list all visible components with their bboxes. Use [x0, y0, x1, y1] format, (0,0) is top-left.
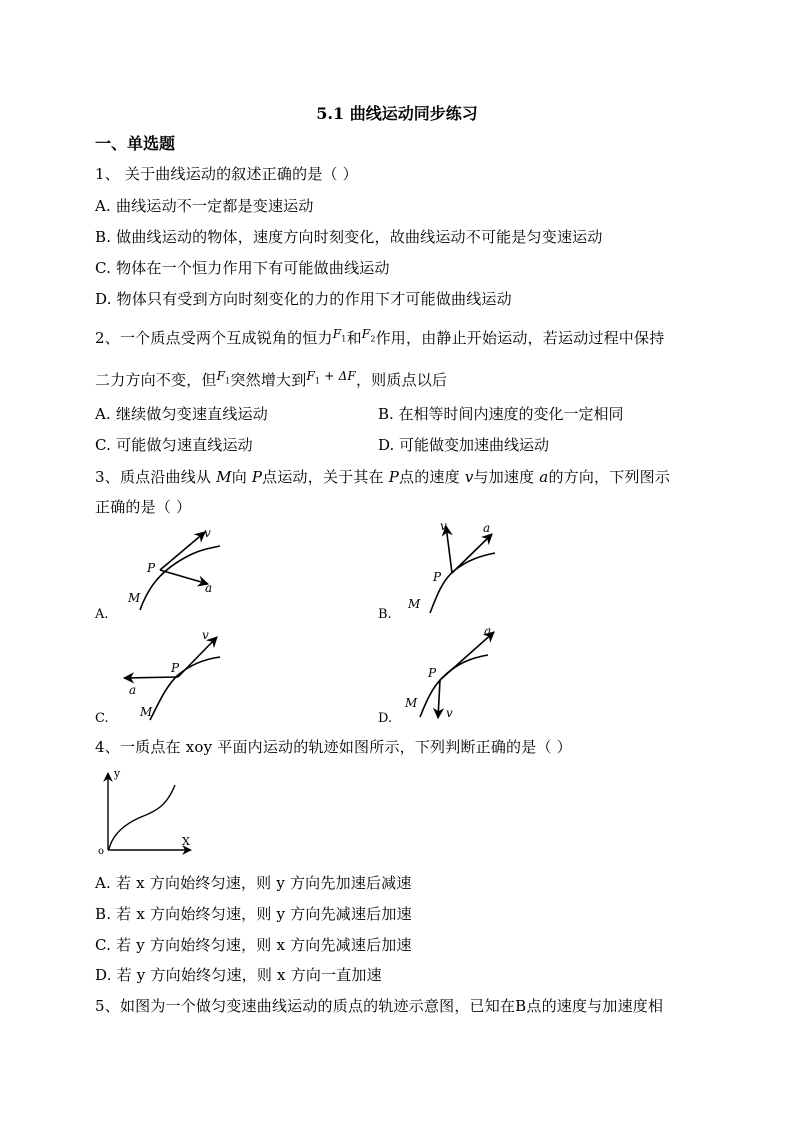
q3-P: P	[251, 468, 263, 486]
q3-text-a: 3、质点沿曲线从	[95, 468, 217, 486]
acceleration-arrow	[124, 677, 178, 678]
q4-graph	[95, 765, 205, 860]
q2-f2-sub: 2	[370, 334, 376, 344]
acceleration-label: a	[484, 624, 492, 638]
point-p-label: P	[433, 570, 442, 584]
q3-text-c: 点运动，关于其在	[262, 468, 389, 486]
q2-option-b: B. 在相等时间内速度的变化一定相同	[378, 405, 624, 423]
q3-figure-a	[120, 520, 230, 615]
acceleration-label: a	[129, 683, 137, 697]
point-p-label: P	[428, 666, 437, 680]
q4-option-d: D. 若 y 方向始终匀速，则 x 方向一直加速	[95, 966, 382, 984]
velocity-arrow	[178, 637, 217, 677]
q3-figure-d-label: D.	[378, 711, 393, 726]
q4-stem: 4、一质点在 xoy 平面内运动的轨迹如图所示，下列判断正确的是（ ）	[95, 738, 572, 756]
q2-stem-line2	[95, 369, 447, 390]
trajectory-curve	[109, 785, 175, 849]
q2-f1	[332, 327, 347, 344]
q3-M: M	[216, 468, 232, 486]
q3-figure-c-label: C.	[95, 711, 109, 726]
q2-expression	[306, 369, 356, 386]
q3-figure-b-label: B.	[378, 607, 392, 622]
x-axis-label: X	[182, 835, 190, 848]
section-heading: 一、单选题	[95, 134, 176, 153]
point-p-label: P	[147, 561, 156, 575]
q3-figure-d-svg	[400, 622, 510, 722]
q4-graph-svg	[95, 765, 205, 860]
velocity-label: v	[446, 706, 453, 720]
q3-figure-b-svg	[400, 518, 510, 618]
q2-he: 和	[346, 329, 362, 347]
q3-a: a	[539, 468, 549, 486]
q1-stem: 1、 关于曲线运动的叙述正确的是（ ）	[95, 165, 358, 183]
q2-f2	[361, 327, 376, 344]
q2-line2-part3: ，则质点以后	[355, 371, 448, 389]
q1-option-a: A. 曲线运动不一定都是变速运动	[95, 197, 314, 215]
q2-line2-part2: 突然增大到	[230, 371, 307, 389]
velocity-arrow	[438, 680, 440, 718]
trajectory-curve	[140, 546, 220, 610]
q3-figure-a-label: A.	[95, 607, 109, 622]
q2-option-a: A. 继续做匀变速直线运动	[95, 405, 268, 423]
q2-stem-part2: 作用，由静止开始运动，若运动过程中保持	[375, 329, 665, 347]
q2-stem-line1	[95, 327, 664, 348]
q4-option-a: A. 若 x 方向始终匀速，则 y 方向先加速后减速	[95, 874, 412, 892]
q5-stem: 5、如图为一个做匀变速曲线运动的质点的轨迹示意图，已知在B点的速度与加速度相	[95, 997, 664, 1015]
velocity-label: v	[440, 519, 447, 533]
acceleration-arrow	[452, 534, 492, 573]
q2-expr-sub: 1	[314, 376, 321, 386]
q3-text-e: 与加速度	[473, 468, 540, 486]
q2-stem-part1: 2、一个质点受两个互成锐角的恒力	[95, 329, 333, 347]
q3-text-b: 向	[231, 468, 252, 486]
point-m-label: M	[140, 705, 153, 719]
q3-figure-a-svg	[120, 520, 230, 615]
acceleration-arrow	[160, 570, 208, 584]
q2-f1-sub: 1	[341, 334, 347, 344]
q1-option-c: C. 物体在一个恒力作用下有可能做曲线运动	[95, 259, 390, 277]
acceleration-label: a	[205, 581, 213, 595]
page-title: 5.1 曲线运动同步练习	[316, 104, 478, 123]
q1-option-d: D. 物体只有受到方向时刻变化的力的作用下才可能做曲线运动	[95, 290, 512, 308]
y-axis-label: y	[114, 767, 121, 780]
q2-option-d: D. 可能做变加速曲线运动	[378, 436, 550, 454]
point-p-label: P	[171, 661, 180, 675]
q4-option-c: C. 若 y 方向始终匀速，则 x 方向先减速后加速	[95, 936, 412, 954]
q4-option-b: B. 若 x 方向始终匀速，则 y 方向先减速后加速	[95, 905, 412, 923]
point-m-label: M	[408, 597, 421, 611]
q2-line2-f1-symbol: F	[216, 369, 226, 383]
q1-option-b: B. 做曲线运动的物体，速度方向时刻变化，故曲线运动不可能是匀变速运动	[95, 228, 603, 246]
q2-f2-symbol: F	[361, 327, 371, 341]
q2-f1-symbol: F	[332, 327, 342, 341]
q3-v: v	[464, 468, 474, 486]
q2-line2-part1: 二力方向不变，但	[95, 371, 217, 389]
origin-label: o	[98, 846, 105, 857]
q2-line2-f1-sub: 1	[225, 376, 231, 386]
q3-stem-line2: 正确的是（ ）	[95, 498, 192, 516]
trajectory-curve	[150, 657, 220, 720]
point-m-label: M	[128, 591, 141, 605]
q3-text-d: 点的速度	[399, 468, 465, 486]
q3-figure-b	[400, 518, 510, 618]
q3-P2: P	[388, 468, 400, 486]
q2-line2-f1	[216, 369, 231, 386]
velocity-arrow	[446, 526, 452, 573]
q2-expr-f: F	[306, 369, 315, 383]
q3-figure-c	[120, 625, 230, 725]
q3-figure-c-svg	[120, 625, 230, 725]
point-m-label: M	[405, 696, 418, 710]
acceleration-label: a	[483, 521, 491, 535]
q2-expr-delta: + ΔF	[320, 369, 356, 383]
velocity-label: v	[204, 526, 211, 540]
q3-figure-d	[400, 622, 510, 722]
trajectory-curve	[420, 655, 488, 717]
q3-stem-line1	[95, 466, 670, 487]
velocity-label: v	[202, 628, 209, 642]
q2-option-c: C. 可能做匀速直线运动	[95, 436, 253, 454]
q3-text-f: 的方向，下列图示	[548, 468, 671, 486]
